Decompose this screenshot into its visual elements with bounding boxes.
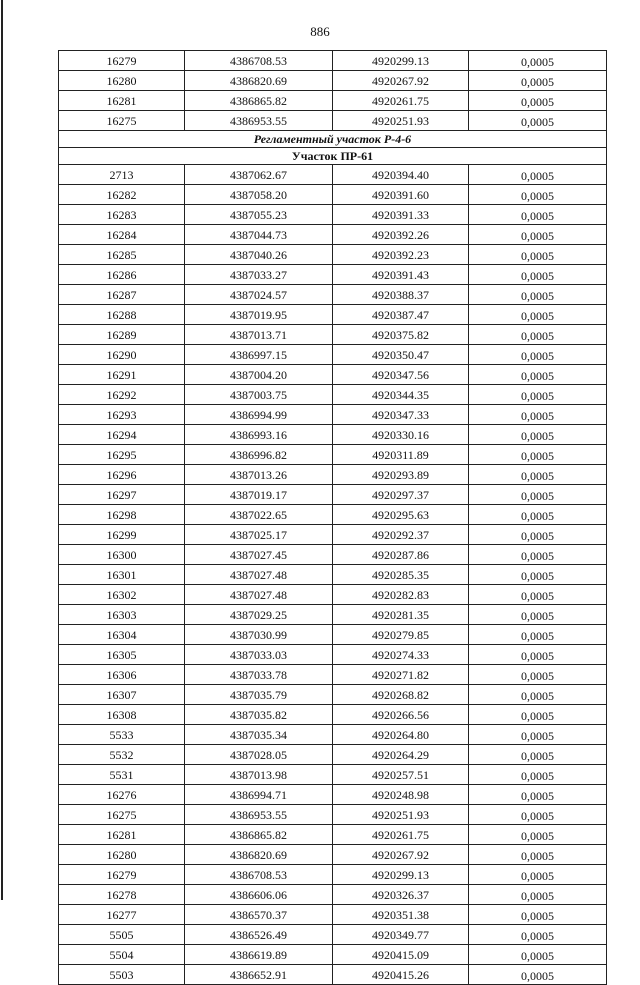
point-number-cell: 16279 (59, 865, 185, 885)
coefficient-cell: 0,0005 (469, 385, 607, 405)
y-coordinate-cell: 4920267.92 (333, 845, 469, 865)
x-coordinate-cell: 4387058.20 (185, 185, 333, 205)
section-title: Регламентный участок Р-4-6 (59, 131, 607, 148)
point-number-cell: 16293 (59, 405, 185, 425)
point-number-cell: 16295 (59, 445, 185, 465)
point-number-cell: 16286 (59, 265, 185, 285)
point-number-cell: 16298 (59, 505, 185, 525)
table-row (59, 185, 607, 205)
page-edge-line (1, 0, 3, 900)
table-row (59, 825, 607, 845)
table-body-top (59, 51, 607, 131)
x-coordinate-cell: 4387027.48 (185, 585, 333, 605)
x-coordinate-cell: 4386570.37 (185, 905, 333, 925)
point-number-cell: 5504 (59, 945, 185, 965)
coefficient-cell: 0,0005 (469, 925, 607, 945)
table-row (59, 465, 607, 485)
y-coordinate-cell: 4920394.40 (333, 165, 469, 185)
y-coordinate-cell: 4920292.37 (333, 525, 469, 545)
coefficient-cell: 0,0005 (469, 525, 607, 545)
y-coordinate-cell: 4920344.35 (333, 385, 469, 405)
table-row (59, 705, 607, 725)
table-section-headers (59, 131, 607, 165)
point-number-cell: 16300 (59, 545, 185, 565)
section-header-row (59, 131, 607, 148)
coefficient-cell: 0,0005 (469, 645, 607, 665)
y-coordinate-cell: 4920351.38 (333, 905, 469, 925)
point-number-cell: 5505 (59, 925, 185, 945)
table-row (59, 485, 607, 505)
table-row (59, 285, 607, 305)
point-number-cell: 16285 (59, 245, 185, 265)
x-coordinate-cell: 4386993.16 (185, 425, 333, 445)
coefficient-cell: 0,0005 (469, 845, 607, 865)
y-coordinate-cell: 4920274.33 (333, 645, 469, 665)
x-coordinate-cell: 4387027.45 (185, 545, 333, 565)
x-coordinate-cell: 4387004.20 (185, 365, 333, 385)
y-coordinate-cell: 4920282.83 (333, 585, 469, 605)
y-coordinate-cell: 4920281.35 (333, 605, 469, 625)
x-coordinate-cell: 4386994.71 (185, 785, 333, 805)
x-coordinate-cell: 4387035.34 (185, 725, 333, 745)
y-coordinate-cell: 4920264.80 (333, 725, 469, 745)
y-coordinate-cell: 4920415.26 (333, 965, 469, 985)
x-coordinate-cell: 4387035.79 (185, 685, 333, 705)
coefficient-cell: 0,0005 (469, 165, 607, 185)
point-number-cell: 16283 (59, 205, 185, 225)
table-row (59, 405, 607, 425)
coefficient-cell: 0,0005 (469, 965, 607, 985)
table-row (59, 365, 607, 385)
x-coordinate-cell: 4387044.73 (185, 225, 333, 245)
x-coordinate-cell: 4387013.71 (185, 325, 333, 345)
y-coordinate-cell: 4920375.82 (333, 325, 469, 345)
y-coordinate-cell: 4920349.77 (333, 925, 469, 945)
point-number-cell: 16303 (59, 605, 185, 625)
table-row (59, 625, 607, 645)
table-row (59, 51, 607, 71)
table-row (59, 945, 607, 965)
point-number-cell: 16291 (59, 365, 185, 385)
x-coordinate-cell: 4387025.17 (185, 525, 333, 545)
y-coordinate-cell: 4920391.33 (333, 205, 469, 225)
table-row (59, 965, 607, 985)
x-coordinate-cell: 4387027.48 (185, 565, 333, 585)
x-coordinate-cell: 4386865.82 (185, 825, 333, 845)
x-coordinate-cell: 4386619.89 (185, 945, 333, 965)
coefficient-cell: 0,0005 (469, 325, 607, 345)
coefficient-cell: 0,0005 (469, 465, 607, 485)
y-coordinate-cell: 4920347.56 (333, 365, 469, 385)
coefficient-cell: 0,0005 (469, 205, 607, 225)
coefficient-cell: 0,0005 (469, 305, 607, 325)
x-coordinate-cell: 4387040.26 (185, 245, 333, 265)
table-row (59, 805, 607, 825)
x-coordinate-cell: 4387030.99 (185, 625, 333, 645)
table-row (59, 745, 607, 765)
coordinates-table (58, 50, 607, 985)
x-coordinate-cell: 4387029.25 (185, 605, 333, 625)
coefficient-cell: 0,0005 (469, 425, 607, 445)
point-number-cell: 5531 (59, 765, 185, 785)
point-number-cell: 16275 (59, 805, 185, 825)
coefficient-cell: 0,0005 (469, 625, 607, 645)
point-number-cell: 16278 (59, 885, 185, 905)
x-coordinate-cell: 4386820.69 (185, 71, 333, 91)
coefficient-cell: 0,0005 (469, 265, 607, 285)
coefficient-cell: 0,0005 (469, 765, 607, 785)
coefficient-cell: 0,0005 (469, 111, 607, 131)
coefficient-cell: 0,0005 (469, 285, 607, 305)
x-coordinate-cell: 4386996.82 (185, 445, 333, 465)
table-row (59, 225, 607, 245)
coefficient-cell: 0,0005 (469, 225, 607, 245)
table-row (59, 545, 607, 565)
x-coordinate-cell: 4387022.65 (185, 505, 333, 525)
point-number-cell: 16294 (59, 425, 185, 445)
table-row (59, 325, 607, 345)
coefficient-cell: 0,0005 (469, 51, 607, 71)
y-coordinate-cell: 4920299.13 (333, 865, 469, 885)
y-coordinate-cell: 4920299.13 (333, 51, 469, 71)
table-row (59, 765, 607, 785)
coefficient-cell: 0,0005 (469, 345, 607, 365)
x-coordinate-cell: 4386526.49 (185, 925, 333, 945)
x-coordinate-cell: 4387035.82 (185, 705, 333, 725)
table-row (59, 505, 607, 525)
point-number-cell: 16280 (59, 71, 185, 91)
coefficient-cell: 0,0005 (469, 685, 607, 705)
point-number-cell: 16292 (59, 385, 185, 405)
x-coordinate-cell: 4387024.57 (185, 285, 333, 305)
table-row (59, 865, 607, 885)
coefficient-cell: 0,0005 (469, 445, 607, 465)
x-coordinate-cell: 4387062.67 (185, 165, 333, 185)
point-number-cell: 16280 (59, 845, 185, 865)
x-coordinate-cell: 4386953.55 (185, 111, 333, 131)
table-row (59, 111, 607, 131)
y-coordinate-cell: 4920295.63 (333, 505, 469, 525)
table-row (59, 91, 607, 111)
coefficient-cell: 0,0005 (469, 405, 607, 425)
subsection-title: Участок ПР-61 (59, 148, 607, 165)
y-coordinate-cell: 4920261.75 (333, 91, 469, 111)
y-coordinate-cell: 4920297.37 (333, 485, 469, 505)
coefficient-cell: 0,0005 (469, 605, 607, 625)
table-row (59, 905, 607, 925)
x-coordinate-cell: 4386606.06 (185, 885, 333, 905)
y-coordinate-cell: 4920251.93 (333, 805, 469, 825)
point-number-cell: 16276 (59, 785, 185, 805)
table-body-main (59, 165, 607, 985)
y-coordinate-cell: 4920279.85 (333, 625, 469, 645)
point-number-cell: 16299 (59, 525, 185, 545)
coefficient-cell: 0,0005 (469, 365, 607, 385)
coefficient-cell: 0,0005 (469, 785, 607, 805)
x-coordinate-cell: 4387019.95 (185, 305, 333, 325)
y-coordinate-cell: 4920391.43 (333, 265, 469, 285)
x-coordinate-cell: 4387013.26 (185, 465, 333, 485)
coefficient-cell: 0,0005 (469, 665, 607, 685)
x-coordinate-cell: 4387028.05 (185, 745, 333, 765)
coefficient-cell: 0,0005 (469, 585, 607, 605)
point-number-cell: 16307 (59, 685, 185, 705)
y-coordinate-cell: 4920257.51 (333, 765, 469, 785)
point-number-cell: 16281 (59, 825, 185, 845)
table-row (59, 205, 607, 225)
point-number-cell: 16279 (59, 51, 185, 71)
y-coordinate-cell: 4920330.16 (333, 425, 469, 445)
x-coordinate-cell: 4387019.17 (185, 485, 333, 505)
point-number-cell: 16284 (59, 225, 185, 245)
y-coordinate-cell: 4920248.98 (333, 785, 469, 805)
coefficient-cell: 0,0005 (469, 865, 607, 885)
subsection-header-row (59, 148, 607, 165)
point-number-cell: 16289 (59, 325, 185, 345)
coefficient-cell: 0,0005 (469, 185, 607, 205)
coefficient-cell: 0,0005 (469, 825, 607, 845)
point-number-cell: 16302 (59, 585, 185, 605)
point-number-cell: 16277 (59, 905, 185, 925)
coefficient-cell: 0,0005 (469, 245, 607, 265)
coefficient-cell: 0,0005 (469, 745, 607, 765)
y-coordinate-cell: 4920268.82 (333, 685, 469, 705)
coefficient-cell: 0,0005 (469, 71, 607, 91)
table-row (59, 445, 607, 465)
x-coordinate-cell: 4387003.75 (185, 385, 333, 405)
coefficient-cell: 0,0005 (469, 705, 607, 725)
point-number-cell: 16282 (59, 185, 185, 205)
y-coordinate-cell: 4920415.09 (333, 945, 469, 965)
point-number-cell: 16306 (59, 665, 185, 685)
table-row (59, 425, 607, 445)
coefficient-cell: 0,0005 (469, 725, 607, 745)
coefficient-cell: 0,0005 (469, 905, 607, 925)
x-coordinate-cell: 4387055.23 (185, 205, 333, 225)
page-number: 886 (310, 24, 330, 39)
table-row (59, 71, 607, 91)
point-number-cell: 16275 (59, 111, 185, 131)
table-row (59, 665, 607, 685)
y-coordinate-cell: 4920251.93 (333, 111, 469, 131)
y-coordinate-cell: 4920326.37 (333, 885, 469, 905)
y-coordinate-cell: 4920266.56 (333, 705, 469, 725)
table-row (59, 345, 607, 365)
x-coordinate-cell: 4387033.27 (185, 265, 333, 285)
point-number-cell: 16305 (59, 645, 185, 665)
y-coordinate-cell: 4920392.23 (333, 245, 469, 265)
table-row (59, 925, 607, 945)
y-coordinate-cell: 4920391.60 (333, 185, 469, 205)
table-row (59, 525, 607, 545)
y-coordinate-cell: 4920271.82 (333, 665, 469, 685)
coordinates-table-container (58, 50, 606, 985)
point-number-cell: 16296 (59, 465, 185, 485)
point-number-cell: 16290 (59, 345, 185, 365)
x-coordinate-cell: 4387033.78 (185, 665, 333, 685)
point-number-cell: 16281 (59, 91, 185, 111)
table-row (59, 385, 607, 405)
table-row (59, 305, 607, 325)
x-coordinate-cell: 4386652.91 (185, 965, 333, 985)
table-row (59, 605, 607, 625)
y-coordinate-cell: 4920285.35 (333, 565, 469, 585)
table-row (59, 645, 607, 665)
y-coordinate-cell: 4920350.47 (333, 345, 469, 365)
table-row (59, 845, 607, 865)
point-number-cell: 16301 (59, 565, 185, 585)
point-number-cell: 2713 (59, 165, 185, 185)
x-coordinate-cell: 4387033.03 (185, 645, 333, 665)
point-number-cell: 5532 (59, 745, 185, 765)
table-row (59, 725, 607, 745)
y-coordinate-cell: 4920287.86 (333, 545, 469, 565)
table-row (59, 885, 607, 905)
coefficient-cell: 0,0005 (469, 91, 607, 111)
x-coordinate-cell: 4386997.15 (185, 345, 333, 365)
table-row (59, 565, 607, 585)
coefficient-cell: 0,0005 (469, 565, 607, 585)
x-coordinate-cell: 4386708.53 (185, 865, 333, 885)
table-row (59, 785, 607, 805)
point-number-cell: 5503 (59, 965, 185, 985)
point-number-cell: 16297 (59, 485, 185, 505)
y-coordinate-cell: 4920347.33 (333, 405, 469, 425)
y-coordinate-cell: 4920261.75 (333, 825, 469, 845)
table-row (59, 165, 607, 185)
y-coordinate-cell: 4920311.89 (333, 445, 469, 465)
y-coordinate-cell: 4920392.26 (333, 225, 469, 245)
coefficient-cell: 0,0005 (469, 805, 607, 825)
point-number-cell: 16308 (59, 705, 185, 725)
point-number-cell: 16288 (59, 305, 185, 325)
y-coordinate-cell: 4920264.29 (333, 745, 469, 765)
coefficient-cell: 0,0005 (469, 545, 607, 565)
x-coordinate-cell: 4386708.53 (185, 51, 333, 71)
table-row (59, 585, 607, 605)
table-row (59, 685, 607, 705)
point-number-cell: 5533 (59, 725, 185, 745)
x-coordinate-cell: 4386820.69 (185, 845, 333, 865)
y-coordinate-cell: 4920387.47 (333, 305, 469, 325)
y-coordinate-cell: 4920388.37 (333, 285, 469, 305)
coefficient-cell: 0,0005 (469, 945, 607, 965)
x-coordinate-cell: 4386865.82 (185, 91, 333, 111)
y-coordinate-cell: 4920293.89 (333, 465, 469, 485)
x-coordinate-cell: 4386994.99 (185, 405, 333, 425)
coefficient-cell: 0,0005 (469, 885, 607, 905)
y-coordinate-cell: 4920267.92 (333, 71, 469, 91)
table-row (59, 245, 607, 265)
x-coordinate-cell: 4387013.98 (185, 765, 333, 785)
point-number-cell: 16304 (59, 625, 185, 645)
x-coordinate-cell: 4386953.55 (185, 805, 333, 825)
point-number-cell: 16287 (59, 285, 185, 305)
table-row (59, 265, 607, 285)
coefficient-cell: 0,0005 (469, 485, 607, 505)
coefficient-cell: 0,0005 (469, 505, 607, 525)
